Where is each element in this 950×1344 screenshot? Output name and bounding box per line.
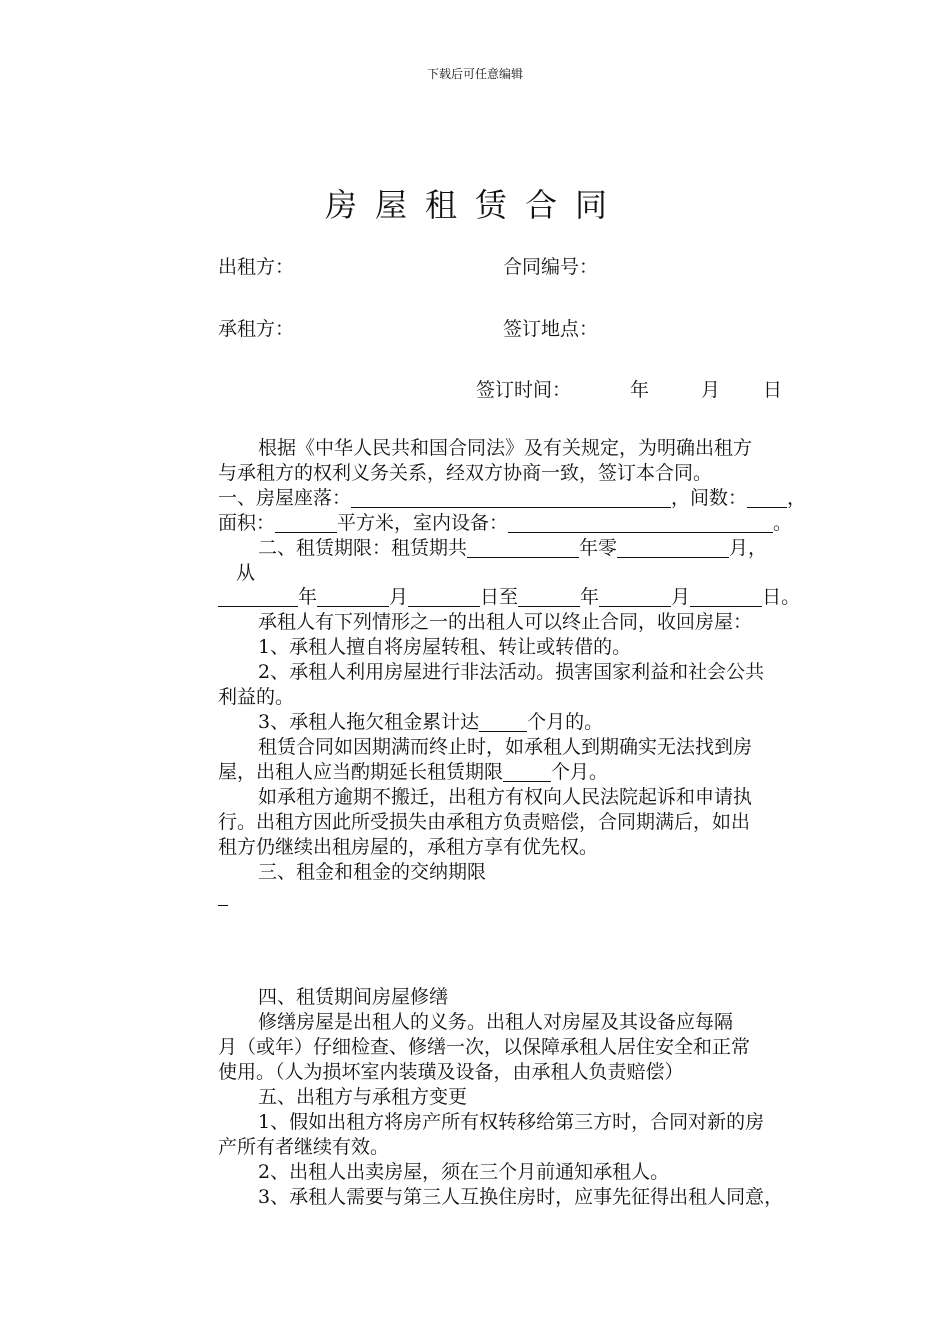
area-label: 面积： xyxy=(218,512,276,534)
sign-year-label: 年 xyxy=(630,379,650,401)
expiry-line-2 xyxy=(218,760,608,785)
change-1-line-1: 1、假如出租方将房产所有权转移给第三方时，合同对新的房 xyxy=(258,1111,765,1133)
clause-3 xyxy=(258,710,603,735)
term-years-label: 年零 xyxy=(579,537,618,559)
start-day-blank xyxy=(408,587,480,607)
comma: ， xyxy=(787,487,807,509)
overdue-line-1: 如承租方逾期不搬迁，出租方有权向人民法院起诉和申请执 xyxy=(258,786,753,808)
stray-dash xyxy=(218,905,228,906)
overdue-line-3: 租方仍继续出租房屋的，承租方享有优先权。 xyxy=(218,836,599,858)
repair-line-1: 修缮房屋是出租人的义务。出租人对房屋及其设备应每隔 xyxy=(258,1011,734,1033)
header-note: 下载后可任意编辑 xyxy=(426,67,523,81)
expiry-text: 屋，出租人应当酌期延长租赁期限 xyxy=(218,761,504,783)
arrears-months-blank xyxy=(479,712,527,732)
clause-3-suffix: 个月的。 xyxy=(527,711,604,733)
section-4-heading: 四、租赁期间房屋修缮 xyxy=(258,986,449,1008)
end-month-label: 月 xyxy=(671,586,691,608)
equipment-blank xyxy=(508,513,773,533)
change-1-line-2: 产所有者继续有效。 xyxy=(218,1136,390,1158)
intro-line-2: 与承租方的权利义务关系，经双方协商一致，签订本合同。 xyxy=(218,462,713,484)
change-2: 2、出租人出卖房屋，须在三个月前通知承租人。 xyxy=(258,1161,670,1183)
section-2-term xyxy=(258,536,767,561)
end-year-blank xyxy=(518,587,580,607)
expiry-line-1: 租赁合同如因期满而终止时，如承租人到期确实无法找到房 xyxy=(258,736,753,758)
end-year-label: 年 xyxy=(580,586,600,608)
location-blank xyxy=(351,488,671,508)
end-day-label: 日。 xyxy=(762,586,801,608)
equipment-label: 平方米，室内设备： xyxy=(337,512,509,534)
repair-line-2: 月（或年）仔细检查、修缮一次，以保障承租人居住安全和正常 xyxy=(218,1036,751,1058)
start-month-label: 月 xyxy=(389,586,409,608)
term-years-blank xyxy=(467,538,579,558)
clause-3-text: 3、承租人拖欠租金累计达 xyxy=(258,711,480,733)
location-label: 一、房屋座落： xyxy=(218,487,352,509)
document-title: 房屋租赁合同 xyxy=(324,186,625,224)
term-label: 二、租赁期限：租赁期共 xyxy=(258,537,468,559)
sign-month-label: 月 xyxy=(701,379,721,401)
termination-intro: 承租人有下列情形之一的出租人可以终止合同，收回房屋： xyxy=(258,611,753,633)
end-day-blank xyxy=(690,587,762,607)
start-year-blank xyxy=(218,587,298,607)
from-label: 从 xyxy=(236,562,256,584)
clause-2-line-2: 利益的。 xyxy=(218,686,295,708)
intro-line-1: 根据《中华人民共和国合同法》及有关规定，为明确出租方 xyxy=(258,437,753,459)
overdue-line-2: 行。出租方因此所受损失由承租方负责赔偿，合同期满后，如出 xyxy=(218,811,751,833)
room-count-blank xyxy=(747,488,787,508)
term-months-blank xyxy=(617,538,729,558)
room-count-label: ，间数： xyxy=(671,487,748,509)
start-year-label: 年 xyxy=(298,586,318,608)
start-month-blank xyxy=(317,587,389,607)
clause-2-line-1: 2、承租人利用房屋进行非法活动。损害国家利益和社会公共 xyxy=(258,661,765,683)
term-months-label: 月， xyxy=(729,537,768,559)
extension-months-blank xyxy=(503,762,551,782)
period: 。 xyxy=(773,512,793,534)
end-month-blank xyxy=(599,587,671,607)
sign-day-label: 日 xyxy=(763,379,783,401)
sign-place-label: 签订地点： xyxy=(503,318,599,340)
section-5-heading: 五、出租方与承租方变更 xyxy=(258,1086,468,1108)
repair-line-3: 使用。（人为损坏室内装璜及设备，由承租人负责赔偿） xyxy=(218,1061,684,1083)
section-3-heading: 三、租金和租金的交纳期限 xyxy=(258,861,487,883)
lessor-label: 出租方： xyxy=(218,256,295,278)
clause-1: 1、承租人擅自将房屋转租、转让或转借的。 xyxy=(258,636,632,658)
start-day-label: 日至 xyxy=(480,586,519,608)
contract-number-label: 合同编号： xyxy=(503,256,599,278)
lessee-label: 承租方： xyxy=(218,318,295,340)
change-3: 3、承租人需要与第三人互换住房时，应事先征得出租人同意， xyxy=(258,1186,784,1208)
sign-time-label: 签订时间： xyxy=(476,379,572,401)
area-blank xyxy=(275,513,337,533)
expiry-suffix: 个月。 xyxy=(551,761,609,783)
section-1-area xyxy=(218,511,792,536)
term-date-range xyxy=(218,585,800,610)
section-1-location xyxy=(218,486,806,511)
